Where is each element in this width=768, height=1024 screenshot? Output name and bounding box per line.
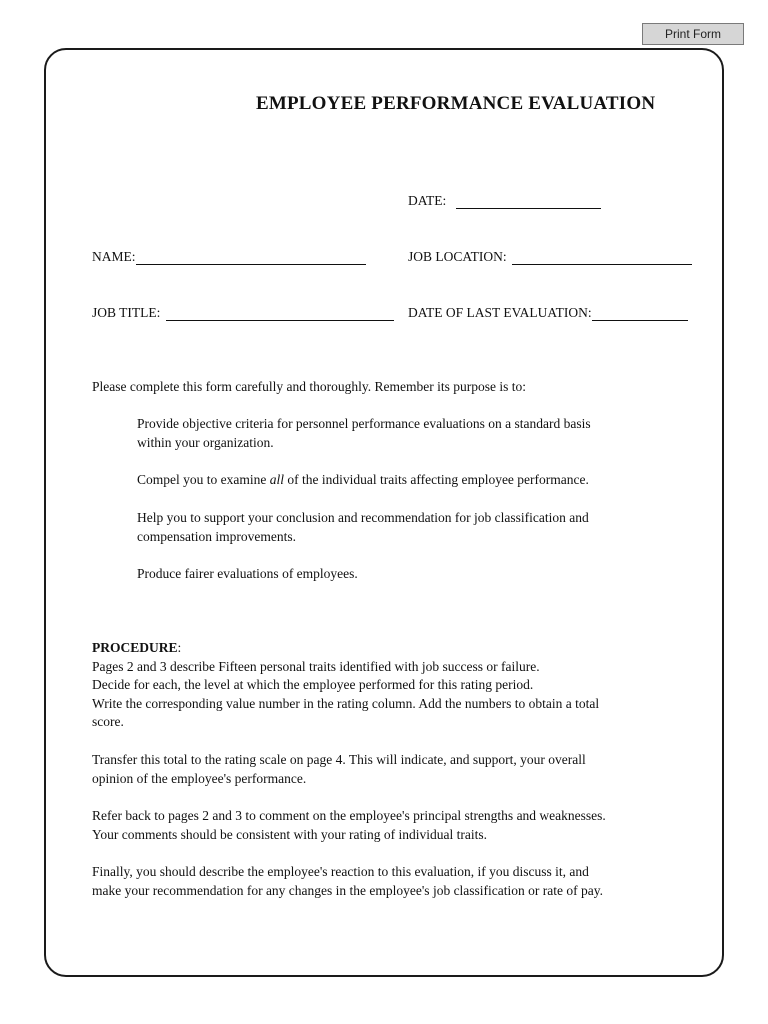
- purpose-2-emphasis: all: [269, 472, 284, 487]
- job-title-label: JOB TITLE:: [92, 305, 161, 320]
- purpose-1-line-2: within your organization.: [137, 434, 274, 450]
- procedure-line-2: Decide for each, the level at which the employee performed for this rating period.: [92, 677, 534, 692]
- purpose-1-line-1: Provide objective criteria for personnel performance evaluations on a standard basis: [137, 416, 591, 431]
- purpose-2-after: of the individual traits affecting employee performance.: [284, 472, 589, 487]
- name-field: [92, 249, 366, 265]
- job-location-input-line[interactable]: [512, 250, 692, 265]
- procedure-paragraph-2: [92, 751, 586, 788]
- paragraph-3-line-2: Your comments should be consistent with your rating of individual traits.: [92, 826, 487, 842]
- name-input-line[interactable]: [136, 250, 366, 265]
- job-location-field: [408, 249, 692, 265]
- paragraph-4-line-1: Finally, you should describe the employee's reaction to this evaluation, if you discuss it, and: [92, 864, 589, 879]
- purpose-item-1: [137, 415, 591, 452]
- purpose-3-line-2: compensation improvements.: [137, 528, 296, 544]
- paragraph-4-line-2: make your recommendation for any changes in the employee's job classification or rate of pay.: [92, 882, 604, 898]
- procedure-section: [92, 639, 599, 732]
- procedure-paragraph-4: [92, 863, 603, 900]
- purpose-item-2: [137, 471, 589, 490]
- paragraph-2-line-2: opinion of the employee's performance.: [92, 770, 307, 786]
- print-form-button[interactable]: Print Form: [642, 23, 744, 45]
- intro-text: Please complete this form carefully and thoroughly. Remember its purpose is to:: [92, 379, 527, 394]
- last-eval-input-line[interactable]: [592, 306, 688, 321]
- procedure-heading-colon: :: [177, 640, 182, 655]
- purpose-2-before: Compel you to examine: [137, 472, 270, 487]
- procedure-paragraph-3: [92, 807, 606, 844]
- procedure-line-3: Write the corresponding value number in the rating column. Add the numbers to obtain a total: [92, 695, 600, 711]
- job-title-field: [92, 305, 394, 321]
- procedure-heading-text: PROCEDURE: [92, 640, 178, 655]
- name-label: NAME:: [92, 249, 136, 264]
- last-eval-label: DATE OF LAST EVALUATION:: [408, 305, 592, 320]
- paragraph-2-line-1: Transfer this total to the rating scale on page 4. This will indicate, and support, your overall: [92, 752, 586, 767]
- job-location-label: JOB LOCATION:: [408, 249, 507, 264]
- purpose-3-line-1: Help you to support your conclusion and recommendation for job classification and: [137, 510, 589, 525]
- purpose-item-3: [137, 509, 589, 546]
- procedure-line-1: Pages 2 and 3 describe Fifteen personal traits identified with job success or failure.: [92, 658, 540, 674]
- date-input-line[interactable]: [456, 194, 601, 209]
- page-title: EMPLOYEE PERFORMANCE EVALUATION: [256, 93, 656, 114]
- date-field: [408, 193, 601, 209]
- date-label: DATE:: [408, 193, 447, 208]
- job-title-input-line[interactable]: [166, 306, 394, 321]
- purpose-item-4: Produce fairer evaluations of employees.: [137, 566, 358, 581]
- last-eval-field: [408, 305, 688, 321]
- paragraph-3-line-1: Refer back to pages 2 and 3 to comment on the employee's principal strengths and weaknesses.: [92, 808, 606, 823]
- procedure-heading: [92, 639, 599, 658]
- procedure-line-4: score.: [92, 714, 124, 729]
